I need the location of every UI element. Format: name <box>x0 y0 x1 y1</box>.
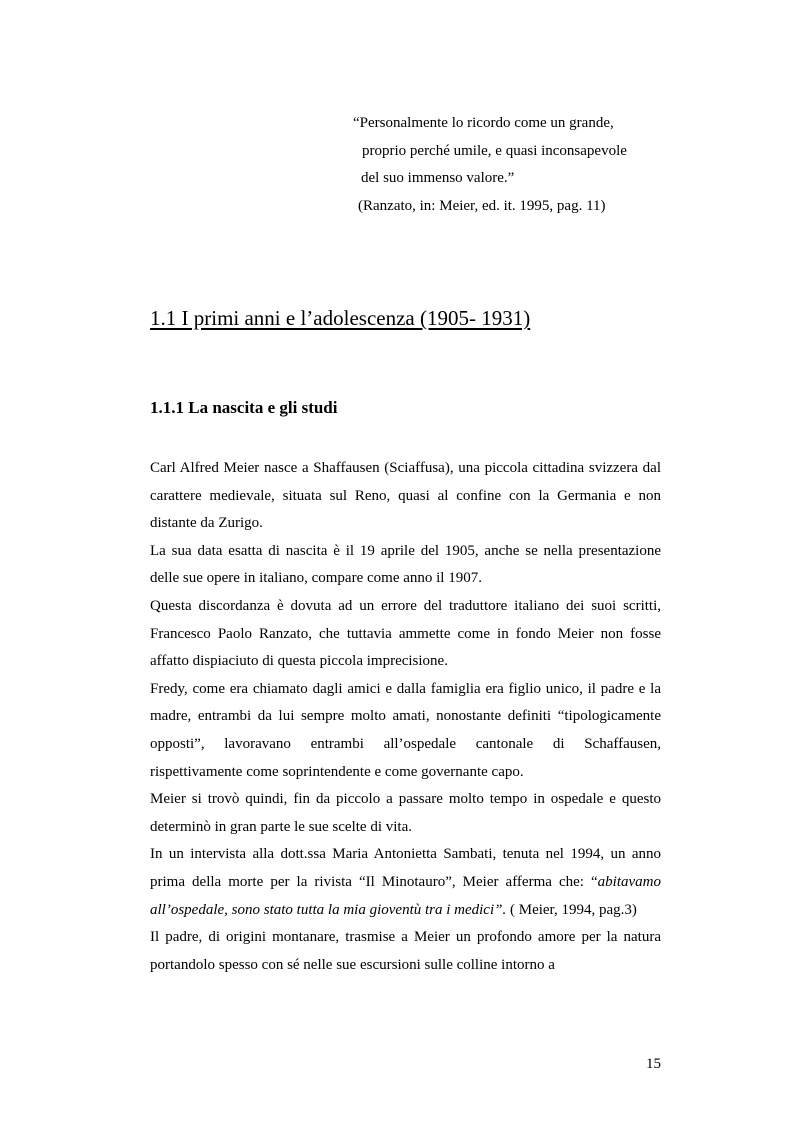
paragraph: Fredy, come era chiamato dagli amici e dalla famiglia era figlio unico, il padre e la madre, entrambi da lui sempre molto amati, nonostante definiti “tipologicamente opposti”, lavoravano entrambi all’ospedale cantonale di Schaffausen, rispettivamente come soprintendente e come governante capo. <box>150 680 661 780</box>
chapter-heading: 1.1 I primi anni e l’adolescenza (1905- 1931) <box>150 306 531 330</box>
epigraph-line: proprio perché umile, e quasi inconsapevole <box>362 142 627 159</box>
paragraph: Carl Alfred Meier nasce a Shaffausen (Sciaffusa), una piccola cittadina svizzera dal carattere medievale, situata sul Reno, quasi al confine con la Germania e non distante da Zurigo. <box>150 460 661 532</box>
epigraph <box>340 110 670 220</box>
interview-paragraph <box>150 841 661 924</box>
body-text <box>150 455 661 979</box>
epigraph-line: “Personalmente lo ricordo come un grande, <box>353 115 614 131</box>
interview-text: In un intervista alla dott.ssa Maria Antonietta Sambati, tenuta nel 1994, un anno prima della morte per la rivista “Il Minotauro”, Meier afferma che: “ <box>150 846 661 890</box>
interview-citation: ( Meier, 1994, pag.3) <box>506 901 637 918</box>
paragraph: Meier si trovò quindi, fin da piccolo a passare molto tempo in ospedale e questo determinò in gran parte le sue scelte di vita. <box>150 791 661 835</box>
epigraph-line: del suo immenso valore.” <box>361 170 515 186</box>
interview-quote: abitavamo all’ospedale, sono stato tutta la mia gioventù tra i medici”. <box>150 873 661 918</box>
paragraph: La sua data esatta di nascita è il 19 aprile del 1905, anche se nella presentazione delle sue opere in italiano, compare come anno il 1907. <box>150 542 661 587</box>
section-heading: 1.1.1 La nascita e gli studi <box>150 398 338 417</box>
page-number: 15 <box>646 1056 661 1072</box>
epigraph-citation: (Ranzato, in: Meier, ed. it. 1995, pag. 11) <box>358 197 606 214</box>
paragraph: Il padre, di origini montanare, trasmise a Meier un profondo amore per la natura portandolo spesso con sé nelle sue escursioni sulle colline intorno a <box>150 929 661 973</box>
paragraph: Questa discordanza è dovuta ad un errore del traduttore italiano dei suoi scritti, Francesco Paolo Ranzato, che tuttavia ammette come in fondo Meier non fosse affatto dispiaciuto di questa piccola imprecisione. <box>150 597 661 670</box>
